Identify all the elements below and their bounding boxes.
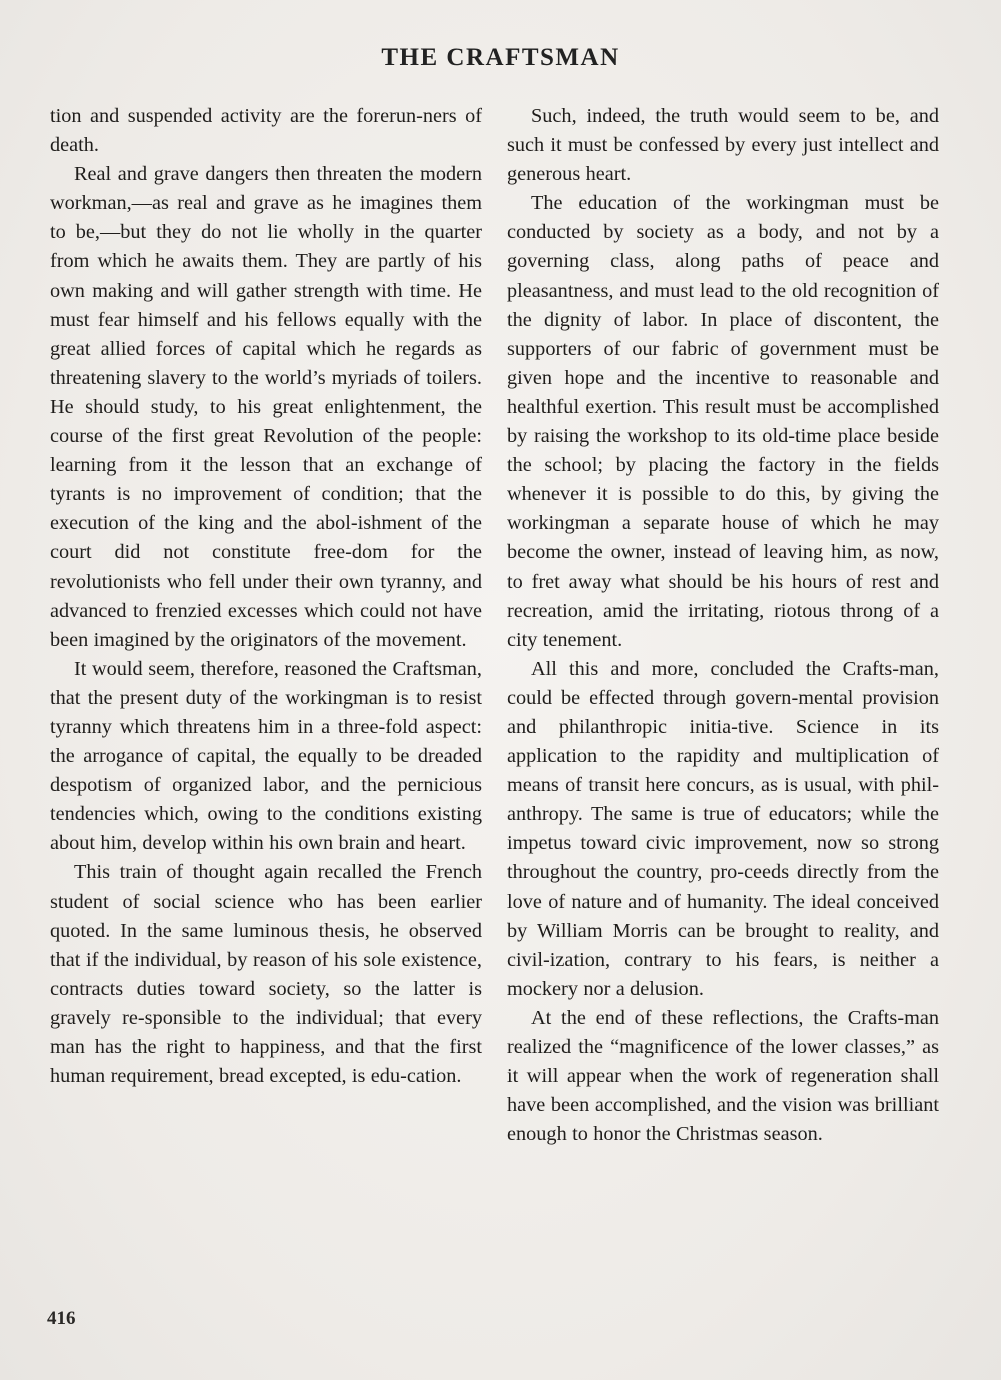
paragraph: The education of the workingman must be conducted by society as a body, and not by a governing class, along paths of peace and pleasantness, and must lead to the old recognition of the dignity of labor. In place of discontent, the supporters of our fabric of government must be given hope and the incentive to reasonable and healthful exertion. This result must be accomplished by raising the workshop to its old-time place beside the school; by placing the factory in the fields whenever it is possible to do this, by giving the workingman a separate house of which he may become the owner, instead of leaving him, as now, to fret away what should be his hours of rest and recreation, amid the irritating, riotous throng of a city tenement.	[507, 192, 939, 651]
page-number: 416	[47, 1308, 76, 1329]
paragraph: It would seem, therefore, reasoned the Craftsman, that the present duty of the workingman is to resist tyranny which threatens him in a three-fold aspect: the arrogance of capital, the equally to be dreaded despotism of organized labor, and the pernicious tendencies which, owing to the conditions existing about him, develop within his own brain and heart.	[50, 657, 482, 855]
running-head-title: THE CRAFTSMAN	[381, 44, 620, 71]
right-text-column	[507, 102, 939, 1149]
paragraph: Real and grave dangers then threaten the modern workman,—as real and grave as he imagines them to be,—but they do not lie wholly in the quarter from which he awaits them. They are partly of his own making and will gather strength with time. He must fear himself and his fellows equally with the great allied forces of capital which he regards as threatening slavery to the world’s myriads of toilers. He should study, to his great enlightenment, the course of the first great Revolution of the people: learning from it the lesson that an exchange of tyrants is no improvement of condition; that the execution of the king and the abol-ishment of the court did not constitute free-dom for the revolutionists who fell under their own tyranny, and advanced to frenzied excesses which could not have been imagined by the originators of the movement.	[50, 163, 482, 651]
paragraph: This train of thought again recalled the French student of social science who has been earlier quoted. In the same luminous thesis, he observed that if the individual, by reason of his sole existence, contracts duties toward society, so the latter is gravely re-sponsible to the individual; that every man has the right to happiness, and that the first human requirement, bread excepted, is edu-cation.	[50, 861, 482, 1088]
left-text-column	[50, 102, 482, 1091]
paragraph: All this and more, concluded the Crafts-man, could be effected through govern-mental provision and philanthropic initia-tive. Science in its application to the rapidity and multiplication of means of transit here concurs, as is usual, with phil-anthropy. The same is true of educators; while the impetus toward civic improvement, now so strong throughout the country, pro-ceeds directly from the love of nature and of humanity. The ideal conceived by William Morris can be brought to reality, and civil-ization, contrary to his fears, is neither a mockery nor a delusion.	[507, 657, 939, 1000]
paragraph: At the end of these reflections, the Crafts-man realized the “magnificence of the lower classes,” as it will appear when the work of regeneration shall have been accomplished, and the vision was brilliant enough to honor the Christmas season.	[507, 1006, 939, 1146]
paragraph-continued: tion and suspended activity are the forerun-ners of death.	[50, 105, 482, 157]
paragraph: Such, indeed, the truth would seem to be, and such it must be confessed by every just intellect and generous heart.	[507, 105, 939, 186]
